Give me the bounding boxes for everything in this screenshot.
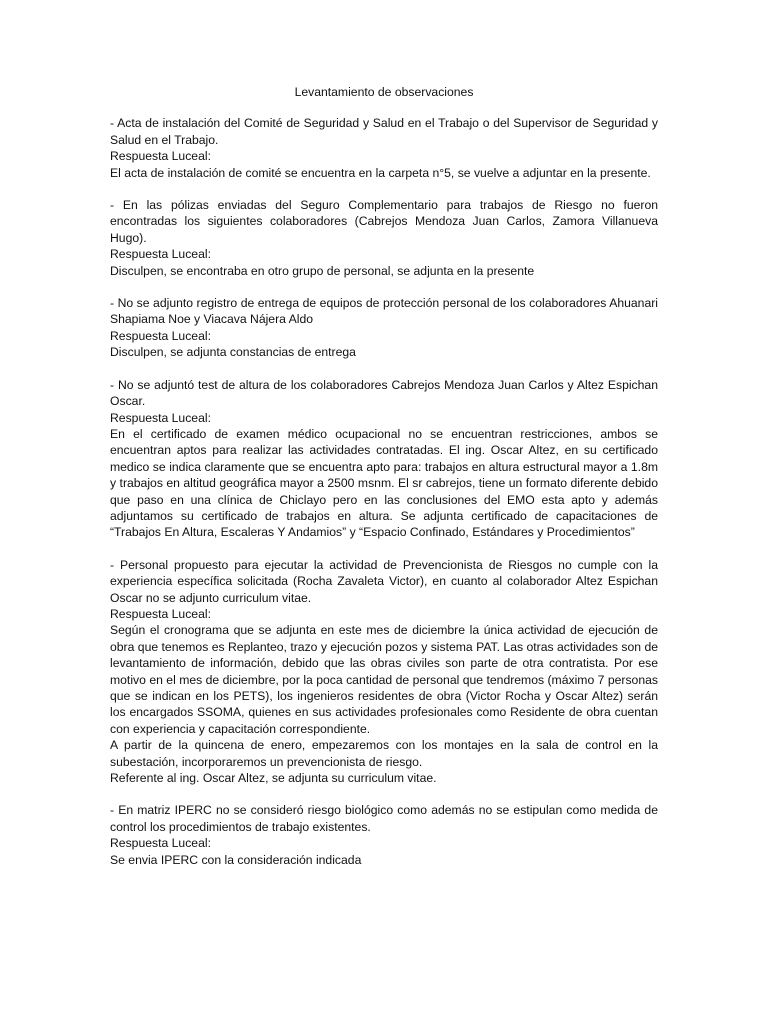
observation-section-3 (110, 295, 658, 361)
response-text: Disculpen, se encontraba en otro grupo de personal, se adjunta en la presente (110, 263, 535, 278)
response-text: Referente al ing. Oscar Altez, se adjunta su curriculum vitae. (110, 771, 437, 786)
observation-section-1 (110, 115, 658, 181)
observation-text: - No se adjunto registro de entrega de equipos de protección personal de los colaboradores Ahuanari Shapiama Noe y Viacava Nájera Aldo (110, 296, 658, 327)
observation-text: - No se adjuntó test de altura de los colaboradores Cabrejos Mendoza Juan Carlos y Altez Espichan Oscar. (110, 377, 658, 409)
response-label: Respuesta Luceal: (110, 410, 211, 425)
observation-text: - En las pólizas enviadas del Seguro Complementario para trabajos de Riesgo no fueron encontradas los siguientes colaboradores (Cabrejos Mendoza Juan Carlos, Zamora Villanueva Hugo). (110, 198, 658, 245)
response-label: Respuesta Luceal: (110, 606, 211, 621)
document-title: Levantamiento de observaciones (294, 85, 474, 99)
response-text: Disculpen, se adjunta constancias de entrega (110, 345, 356, 360)
observation-section-4 (110, 377, 658, 541)
response-text: El acta de instalación de comité se encuentra en la carpeta n°5, se vuelve a adjuntar en la presente. (110, 165, 651, 180)
document-page (110, 84, 658, 884)
response-text: Se envia IPERC con la consideración indicada (110, 852, 362, 867)
observation-text: - En matriz IPERC no se consideró riesgo biológico como además no se estipulan como medida de control los procedimientos de trabajo existentes. (110, 803, 658, 834)
response-text: Según el cronograma que se adjunta en este mes de diciembre la única actividad de ejecución de obra que tenemos es Replanteo, trazo y ejecución pozos y sistema PAT. Las otras actividades son de levantamiento de información, debido que las obras civiles son parte de otra contratista. Por ese motivo en el mes de diciembre, por la poca cantidad de personal que tendremos (máximo 7 personas que se indican en los PETS), los ingenieros residentes de obra (Victor Rocha y Oscar Altez) serán los encargados SSOMA, quienes en sus actividades profesionales como Residente de obra cuentan con experiencia y capacitación correspondiente. (110, 623, 658, 736)
response-text: A partir de la quincena de enero, empezaremos con los montajes en la sala de control en la subestación, incorporaremos un prevencionista de riesgo. (110, 738, 658, 769)
observation-section-5 (110, 557, 658, 787)
response-text: En el certificado de examen médico ocupacional no se encuentran restricciones, ambos se encuentran aptos para realizar las actividades contratadas. El ing. Oscar Altez, en su certificado medico se indica claramente que se encuentra apto para: trabajos en altura estructural mayor a 1.8m y trabajos en altitud geográfica mayor a 2500 msnm. El sr cabrejos, tiene un formato diferente debido que paso en una clínica de Chiclayo pero en las conclusiones del EMO esta apto y además adjuntamos su certificado de trabajos en altura. Se adjunta certificado de capacitaciones de “Trabajos En Altura, Escaleras Y Andamios” y “Espacio Confinado, Estándares y Procedimientos” (110, 426, 658, 540)
response-label: Respuesta Luceal: (110, 328, 211, 343)
response-label: Respuesta Luceal: (110, 247, 211, 262)
observation-section-6 (110, 802, 658, 868)
observation-section-2 (110, 197, 658, 279)
response-label: Respuesta Luceal: (110, 149, 211, 164)
observation-text: - Personal propuesto para ejecutar la actividad de Prevencionista de Riesgos no cumple con la experiencia específica solicitada (Rocha Zavaleta Victor), en cuanto al colaborador Altez Espichan Oscar no se adjunto curriculum vitae. (110, 557, 658, 605)
response-label: Respuesta Luceal: (110, 836, 211, 851)
observation-text: - Acta de instalación del Comité de Seguridad y Salud en el Trabajo o del Supervisor de Seguridad y Salud en el Trabajo. (110, 116, 658, 147)
